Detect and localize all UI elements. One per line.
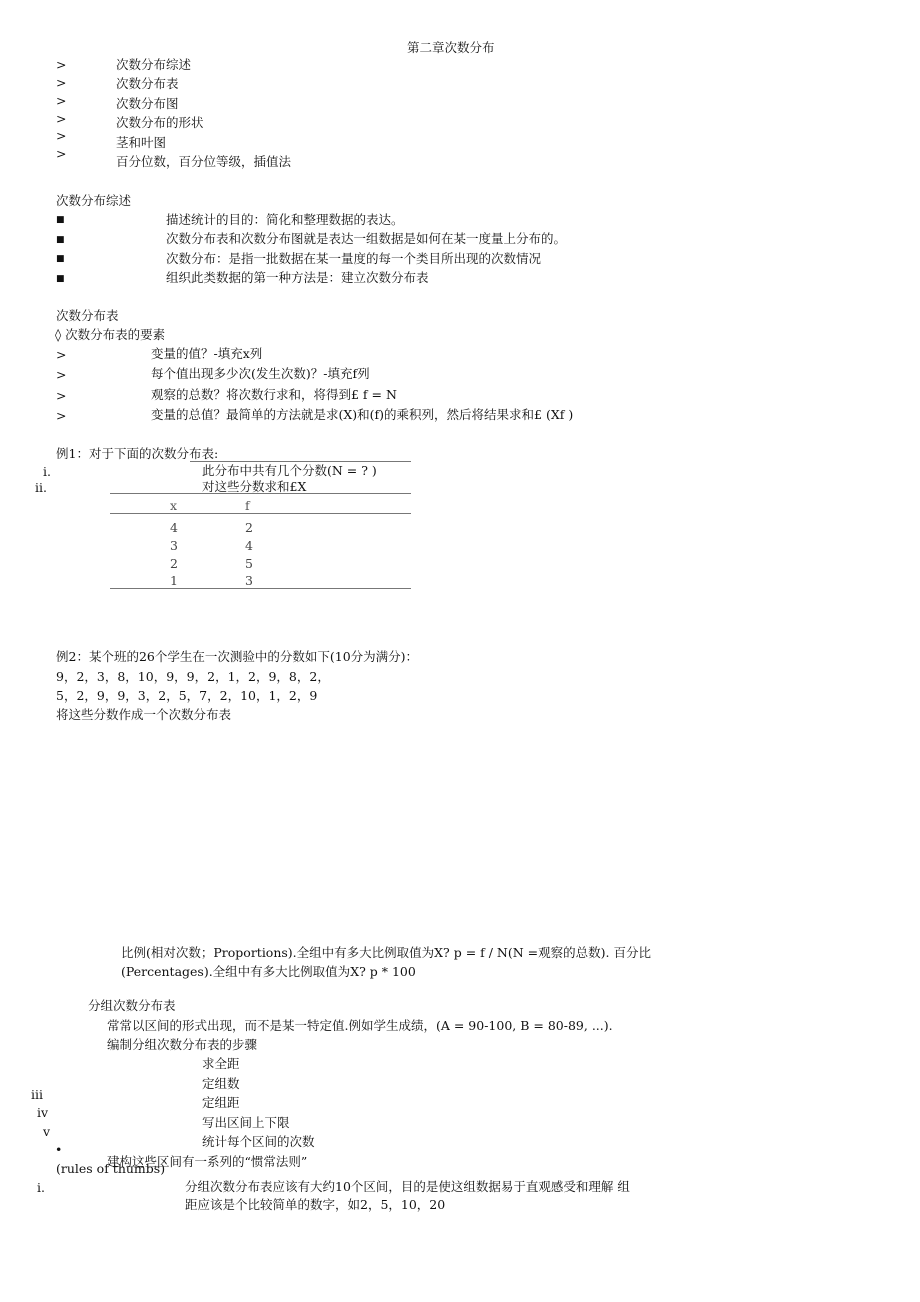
bullet-icon: ■ <box>56 235 65 245</box>
toc-marker: > <box>56 93 67 108</box>
section-heading-overview: 次数分布综述 <box>56 193 132 208</box>
toc-item: 茎和叶图 <box>116 135 167 150</box>
question-text: 此分布中共有几个分数(N = ? ) <box>202 463 377 478</box>
bullet-icon: ■ <box>56 215 65 225</box>
element-item: 变量的总值？最简单的方法就是求(X)和(f)的乘积列，然后将结果求和£ (Xf ) <box>151 407 574 422</box>
step-item: 统计每个区间的次数 <box>202 1134 315 1149</box>
toc-marker: > <box>56 111 67 126</box>
section-heading-table: 次数分布表 <box>56 308 119 323</box>
table-cell: 3 <box>245 573 253 588</box>
toc-item: 次数分布表 <box>116 76 179 91</box>
proportions-line2: (Percentages).全组中有多大比例取值为X? p * 100 <box>121 964 416 979</box>
step-item: 定组数 <box>202 1076 240 1091</box>
rule-line <box>190 461 411 462</box>
question-text: 对这些分数求和£X <box>202 479 307 494</box>
section-heading-grouped: 分组次数分布表 <box>88 998 176 1013</box>
overview-item: 次数分布：是指一批数据在某一量度的每一个类目所出现的次数情况 <box>166 251 542 266</box>
table-cell: 2 <box>170 556 178 571</box>
item-marker: > <box>56 367 67 382</box>
table-cell: 1 <box>170 573 178 588</box>
page-title: 第二章次数分布 <box>407 40 495 55</box>
table-cell: 4 <box>245 538 253 553</box>
toc-item: 次数分布综述 <box>116 57 192 72</box>
table-cell: 4 <box>170 520 178 535</box>
roman-numeral: v <box>43 1124 51 1139</box>
rules-en-text: (rules of thumbs) <box>56 1161 166 1176</box>
grouped-description: 常常以区间的形式出现，而不是某一特定值.例如学生成绩，(A = 90-100, B = 80-89, ...). <box>107 1018 613 1033</box>
steps-heading: 编制分组次数分布表的步骤 <box>107 1037 258 1052</box>
subheading-elements: ◊ 次数分布表的要素 <box>55 327 166 342</box>
rule1-line2: 距应该是个比较简单的数字，如2，5，10，20 <box>185 1197 446 1212</box>
toc-marker: > <box>56 57 67 72</box>
step-item: 定组距 <box>202 1095 240 1110</box>
toc-item: 百分位数，百分位等级，插值法 <box>116 154 292 169</box>
example1-intro: 例1：对于下面的次数分布表: <box>56 446 219 461</box>
toc-marker: > <box>56 146 67 161</box>
toc-item: 次数分布图 <box>116 96 179 111</box>
step-item: 求全距 <box>202 1056 240 1071</box>
example2-task: 将这些分数作成一个次数分布表 <box>56 707 232 722</box>
table-header-f: f <box>245 498 250 513</box>
table-cell: 5 <box>245 556 253 571</box>
rule1-line1: 分组次数分布表应该有大约10个区间，目的是使这组数据易于直观感受和理解 组 <box>185 1179 630 1194</box>
toc-marker: > <box>56 128 67 143</box>
rule-label: i. <box>37 1180 45 1195</box>
item-marker: > <box>56 408 67 423</box>
roman-numeral: iv <box>37 1105 49 1120</box>
toc-marker: > <box>56 75 67 90</box>
overview-item: 描述统计的目的：简化和整理数据的表达。 <box>166 212 404 227</box>
roman-numeral: iii <box>31 1087 43 1102</box>
table-rule-bottom <box>110 588 411 589</box>
element-item: 变量的值？-填充x列 <box>151 346 263 361</box>
table-header-x: x <box>170 498 178 513</box>
toc-item: 次数分布的形状 <box>116 115 204 130</box>
item-marker: > <box>56 347 67 362</box>
question-label: ii. <box>35 480 47 495</box>
item-marker: > <box>56 388 67 403</box>
element-item: 每个值出现多少次(发生次数)？-填充f列 <box>151 366 370 381</box>
bullet-dot-icon: • <box>55 1142 63 1157</box>
overview-item: 组织此类数据的第一种方法是：建立次数分布表 <box>166 270 429 285</box>
table-rule-top <box>110 493 411 494</box>
overview-item: 次数分布表和次数分布图就是表达一组数据是如何在某一度量上分布的。 <box>166 231 567 246</box>
example2-intro: 例2：某个班的26个学生在一次测验中的分数如下(10分为满分)： <box>56 649 419 664</box>
table-rule-header <box>110 513 411 514</box>
step-item: 写出区间上下限 <box>202 1115 290 1130</box>
question-label: i. <box>43 464 51 479</box>
proportions-line1: 比例(相对次数；Proportions).全组中有多大比例取值为X? p = f / N(N =观察的总数). 百分比 <box>121 945 651 960</box>
table-cell: 2 <box>245 520 253 535</box>
table-cell: 3 <box>170 538 178 553</box>
example2-scores-line1: 9，2，3，8，10，9，9，2，1，2，9，8，2， <box>56 669 330 684</box>
bullet-icon: ■ <box>56 254 65 264</box>
bullet-icon: ■ <box>56 274 65 284</box>
example2-scores-line2: 5，2，9，9，3，2，5，7，2，10，1，2，9 <box>56 688 318 703</box>
rules-text: 建构这些区间有一系列的“惯常法则” <box>107 1154 308 1169</box>
element-item: 观察的总数？将次数行求和，将得到£ f = N <box>151 387 397 402</box>
